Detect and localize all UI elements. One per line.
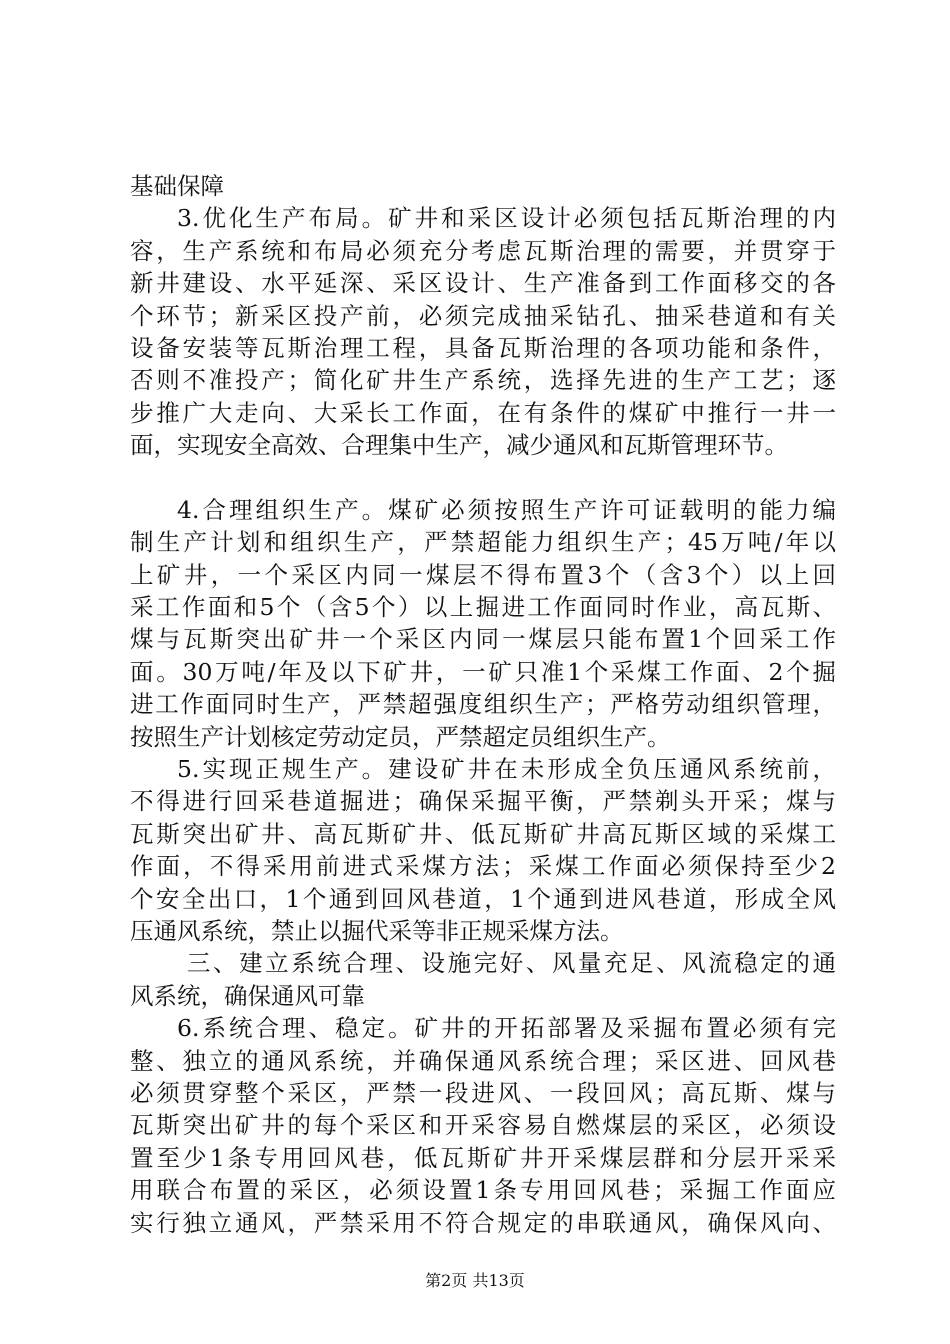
text-line: 设备安装等瓦斯治理工程，具备瓦斯治理的各项功能和条件， — [130, 333, 836, 362]
text-line: 步推广大走向、大采长工作面，在有条件的煤矿中推行一井一 — [130, 398, 836, 427]
text-line: 容，生产系统和布局必须充分考虑瓦斯治理的需要，并贯穿于 — [130, 236, 836, 265]
document-body — [130, 170, 836, 1239]
text-line: 4.合理组织生产。煤矿必须按照生产许可证载明的能力编 — [177, 495, 836, 524]
text-line: 瓦斯突出矿井、高瓦斯矿井、低瓦斯矿井高瓦斯区域的采煤工 — [130, 819, 836, 848]
section-heading-line: 三、建立系统合理、设施完好、风量充足、风流稳定的通 — [187, 949, 836, 978]
text-line: 否则不准投产；简化矿井生产系统，选择先进的生产工艺；逐 — [130, 366, 836, 395]
text-line: 实行独立通风，严禁采用不符合规定的串联通风，确保风向、 — [130, 1208, 836, 1237]
text-line: 新井建设、水平延深、采区设计、生产准备到工作面移交的各 — [130, 269, 836, 298]
text-line: 上矿井，一个采区内同一煤层不得布置3个（含3个）以上回 — [130, 560, 836, 589]
section-heading-line: 风系统，确保通风可靠 — [130, 981, 365, 1010]
paragraph-gap — [130, 462, 836, 494]
text-line: 6.系统合理、稳定。矿井的开拓部署及采掘布置必须有完 — [177, 1014, 836, 1043]
text-line: 不得进行回采巷道掘进；确保采掘平衡，严禁剃头开采；煤与 — [130, 787, 836, 816]
text-line: 压通风系统，禁止以掘代采等非正规采煤方法。 — [130, 916, 624, 945]
text-line: 面。30万吨/年及以下矿井，一矿只准1个采煤工作面、2个掘 — [130, 657, 836, 686]
page-footer: 第2页 共13页 — [425, 1271, 525, 1290]
text-line: 采工作面和5个（含5个）以上掘进工作面同时作业，高瓦斯、 — [130, 593, 836, 622]
text-line: 煤与瓦斯突出矿井一个采区内同一煤层只能布置1个回采工作 — [130, 625, 836, 654]
text-line: 按照生产计划核定劳动定员，严禁超定员组织生产。 — [130, 722, 671, 751]
text-line: 5.实现正规生产。建设矿井在未形成全负压通风系统前， — [177, 755, 836, 784]
text-line: 进工作面同时生产，严禁超强度组织生产；严格劳动组织管理， — [130, 690, 836, 719]
text-line: 瓦斯突出矿井的每个采区和开采容易自燃煤层的采区，必须设 — [130, 1111, 836, 1140]
text-line: 3.优化生产布局。矿井和采区设计必须包括瓦斯治理的内 — [177, 204, 836, 233]
text-line: 作面，不得采用前进式采煤方法；采煤工作面必须保持至少2 — [130, 852, 836, 881]
text-line: 用联合布置的采区，必须设置1条专用回风巷；采掘工作面应 — [130, 1176, 836, 1205]
text-line: 整、独立的通风系统，并确保通风系统合理；采区进、回风巷 — [130, 1046, 836, 1075]
text-line: 置至少1条专用回风巷，低瓦斯矿井开采煤层群和分层开采采 — [130, 1143, 836, 1172]
text-line: 个安全出口，1个通到回风巷道，1个通到进风巷道，形成全风 — [130, 884, 836, 913]
text-line: 个环节；新采区投产前，必须完成抽采钻孔、抽采巷道和有关 — [130, 301, 836, 330]
text-line: 面，实现安全高效、合理集中生产，减少通风和瓦斯管理环节。 — [130, 431, 788, 460]
text-line: 制生产计划和组织生产，严禁超能力组织生产；45万吨/年以 — [130, 528, 836, 557]
text-line: 必须贯穿整个采区，严禁一段进风、一段回风；高瓦斯、煤与 — [130, 1078, 836, 1107]
text-line: 基础保障 — [130, 172, 224, 200]
